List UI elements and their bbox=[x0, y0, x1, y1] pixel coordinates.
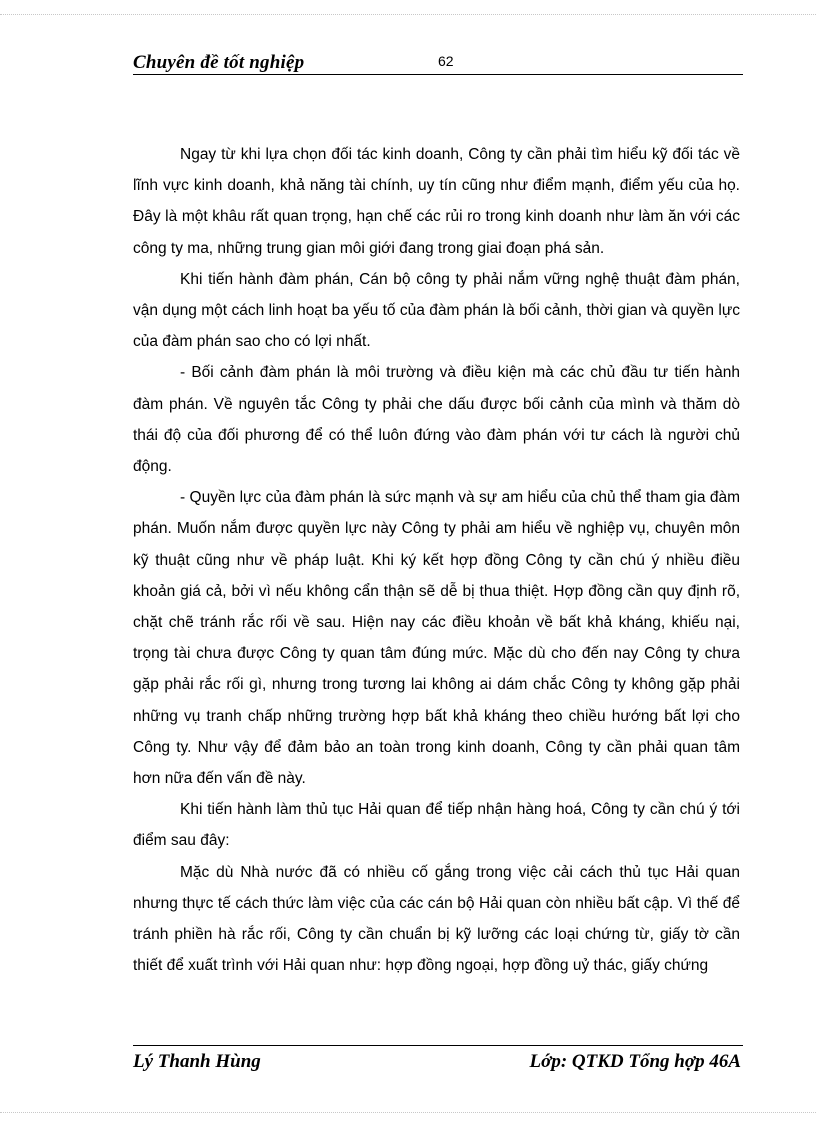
paragraph-customs-procedures: Mặc dù Nhà nước đã có nhiều cố gắng trong việc cải cách thủ tục Hải quan nhưng thực tế cách thức làm việc của các cán bộ Hải quan còn nhiều bất cập. Vì thế để tránh phiền hà rắc rối, Công ty cần chuẩn bị kỹ lưỡng các loại chứng từ, giấy tờ cần thiết để xuất trình với Hải quan như: hợp đồng ngoại, hợp đồng uỷ thác, giấy chứng bbox=[133, 863, 740, 975]
paragraph-negotiation-power: - Quyền lực của đàm phán là sức mạnh và sự am hiểu của chủ thể tham gia đàm phán. Muốn nắm được quyền lực này Công ty phải am hiểu về nghiệp vụ, chuyên môn kỹ thuật cũng như về pháp luật. Khi ký kết hợp đồng Công ty cần chú ý nhiều điều khoản giá cả, bởi vì nếu không cẩn thận sẽ dễ bị thua thiệt. Hợp đồng cần quy định rõ, chặt chẽ tránh rắc rối về sau. Hiện nay các điều khoản về bất khả kháng, khiếu nại, trọng tài chưa được Công ty quan tâm đúng mức. Mặc dù cho đến nay Công ty chưa gặp phải rắc rối gì, nhưng trong tương lai không ai dám chắc Công ty không gặp phải những vụ tranh chấp những trường hợp bất khả kháng theo chiều hướng bất lợi cho Công ty. Như vậy để đảm bảo an toàn trong kinh doanh, Công ty cần phải quan tâm hơn nữa đến vấn đề này. bbox=[133, 489, 740, 788]
document-body bbox=[133, 139, 740, 981]
page-bottom-edge bbox=[0, 1112, 816, 1113]
paragraph-partner-selection: Ngay từ khi lựa chọn đối tác kinh doanh, Công ty cần phải tìm hiểu kỹ đối tác về lĩnh vực kinh doanh, khả năng tài chính, uy tín cũng như điểm mạnh, điểm yếu của họ. Đây là một khâu rất quan trọng, hạn chế các rủi ro trong kinh doanh như làm ăn với các công ty ma, những trung gian môi giới đang trong giai đoạn phá sản. bbox=[133, 146, 740, 257]
page-top-edge bbox=[0, 14, 816, 15]
footer-rule bbox=[133, 1045, 743, 1046]
page-number: 62 bbox=[438, 53, 454, 69]
page-footer bbox=[133, 1045, 743, 1075]
footer-author: Lý Thanh Hùng bbox=[133, 1051, 261, 1072]
header-title: Chuyên đề tốt nghiệp bbox=[133, 52, 305, 73]
paragraph-customs-intro: Khi tiến hành làm thủ tục Hải quan để tiếp nhận hàng hoá, Công ty cần chú ý tới điểm sau đây: bbox=[133, 801, 740, 850]
paragraph-negotiation-context: - Bối cảnh đàm phán là môi trường và điều kiện mà các chủ đầu tư tiến hành đàm phán. Về nguyên tắc Công ty phải che dấu được bối cảnh của mình và thăm dò thái độ của đối phương để có thể luôn đứng vào đàm phán với tư cách là người chủ động. bbox=[133, 364, 740, 476]
paragraph-negotiation: Khi tiến hành đàm phán, Cán bộ công ty phải nắm vững nghệ thuật đàm phán, vận dụng một cách linh hoạt ba yếu tố của đàm phán là bối cảnh, thời gian và quyền lực của đàm phán sao cho có lợi nhất. bbox=[133, 270, 740, 351]
header-rule bbox=[133, 74, 743, 75]
footer-class: Lớp: QTKD Tổng hợp 46A bbox=[529, 1051, 741, 1072]
page-header bbox=[133, 50, 743, 76]
